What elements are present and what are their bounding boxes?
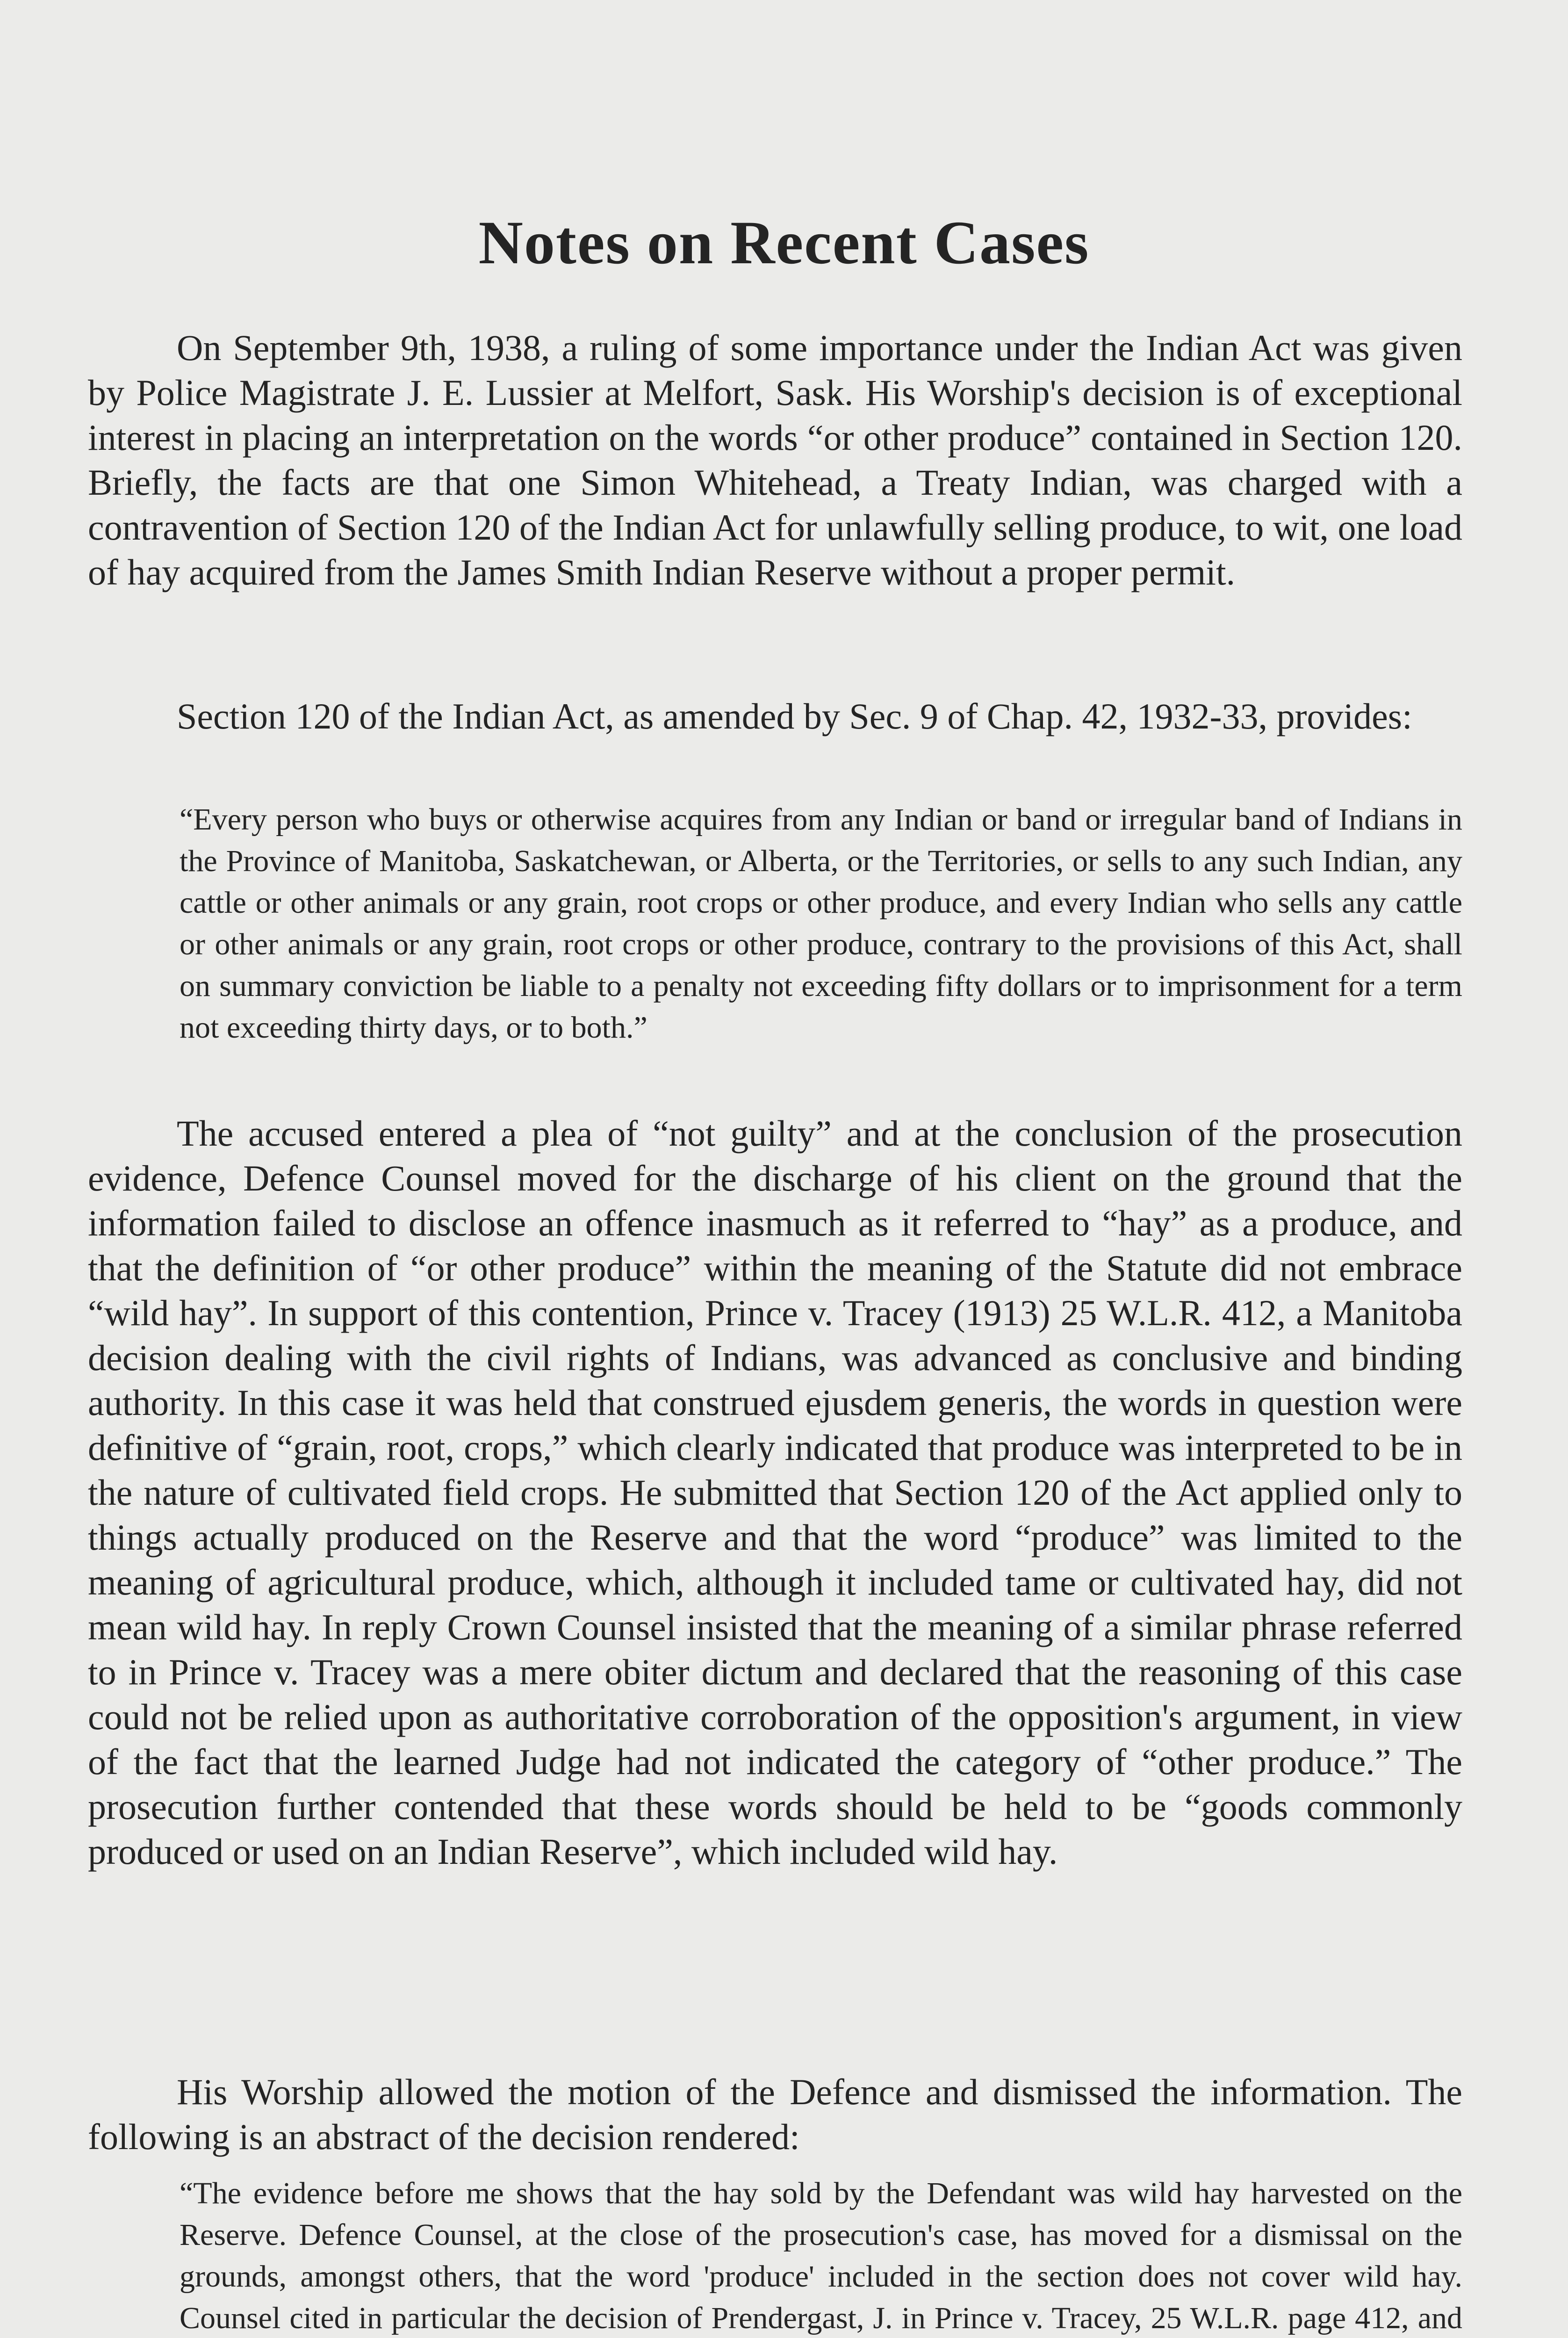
paragraph-3-text: The accused entered a plea of “not guilty” and at the conclusion of the prosecution evidence, Defence Counsel moved for the discharge of his client on the ground that the information failed to disclose an offence inasmuch as it referred to “hay” as a produce, and that the definition of “or other produce” within the meaning of the Statute did not embrace “wild hay”. In support of this contention, Prince v. Tracey (1913) 25 W.L.R. 412, a Manitoba decision dealing with the civil rights of Indians, was advanced as conclusive and binding authority. In this case it was held that construed ejusdem generis, the words in question were definitive of “grain, root, crops,” which clearly indicated that produce was interpreted to be in the nature of cultivated field crops. He submitted that Section 120 of the Act applied only to things actually produced on the Reserve and that the word “produce” was limited to the meaning of agricultural produce, which, although it included tame or cultivated hay, did not mean wild hay. In reply Crown Counsel insisted that the meaning of a similar phrase referred to in Prince v. Tracey was a mere obiter dictum and declared that the reasoning of this case could not be relied upon as authoritative corroboration of the opposition's argument, in view of the fact that the learned Judge had not indicated the category of “other produce.” The prosecution further contended that these words should be held to be “goods commonly produced or used on an Indian Reserve”, which included wild hay. (88, 1113, 1462, 1872)
paragraph-4 (88, 2070, 1462, 2159)
paragraph-2-text: Section 120 of the Indian Act, as amended by Sec. 9 of Chap. 42, 1932-33, provides: (177, 696, 1412, 736)
paragraph-2 (88, 694, 1462, 739)
statute-quote: “Every person who buys or otherwise acquires from any Indian or band or irregular band of Indians in the Province of Manitoba, Saskatchewan, or Alberta, or the Territories, or sells to any such Indian, any cattle or other animals or any grain, root crops or other produce, and every Indian who sells any cattle or other animals or any grain, root crops or other produce, contrary to the provisions of this Act, shall on summary conviction be liable to a penalty not exceeding fifty dollars or to imprisonment for a term not exceeding thirty days, or to both.” (180, 802, 1462, 1045)
paragraph-4-text: His Worship allowed the motion of the Defence and dismissed the information. The following is an abstract of the decision rendered: (88, 2071, 1462, 2157)
decision-quote: “The evidence before me shows that the hay sold by the Defendant was wild hay harvested on the Reserve. Defence Counsel, at the close of the prosecution's case, has moved for a dismissal on the grounds, amongst others, that the word 'produce' included in the section does not cover wild hay. Counsel cited in particular the decision of Prendergast, J. in Prince v. Tracey, 25 W.L.R. page 412, and (180, 2176, 1462, 2335)
page-title: Notes on Recent Cases (478, 208, 1090, 277)
paragraph-1-text: On September 9th, 1938, a ruling of some importance under the Indian Act was given by Police Magistrate J. E. Lussier at Melfort, Sask. His Worship's decision is of exceptional interest in placing an interpretation on the words “or other produce” contained in Section 120. Briefly, the facts are that one Simon Whitehead, a Treaty Indian, was charged with a contravention of Section 120 of the Indian Act for unlawfully selling produce, to wit, one load of hay acquired from the James Smith Indian Reserve without a proper permit. (88, 327, 1462, 592)
paragraph-3 (88, 1111, 1462, 1874)
paragraph-1 (88, 325, 1462, 595)
